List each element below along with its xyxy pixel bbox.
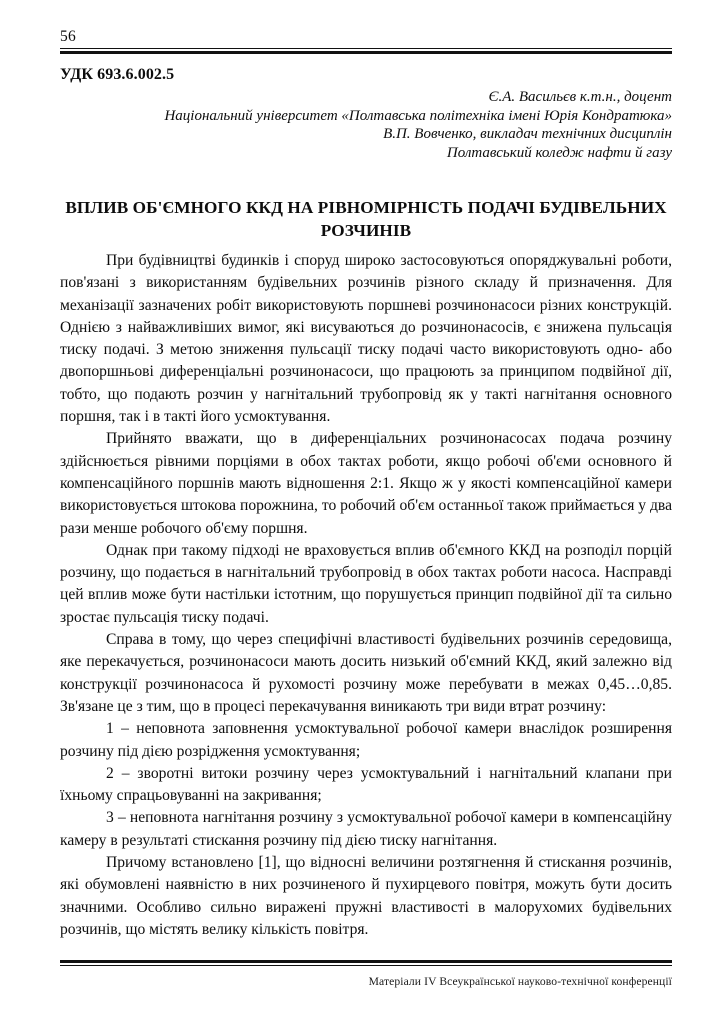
body-paragraph: При будівництві будинків і споруд широко застосовуються опоряджувальні роботи, пов'язані з використанням будівельних розчинів різного складу й призначення. Для механізації зазначених робіт використовують поршневі розчинонасоси різних конструкцій. Однією з найважливіших вимог, які висуваються до розчинонасосів, є знижена пульсація тиску подачі. З метою зниження пульсації тиску подачі часто використовують одно- або двопоршньові диференціальні розчинонасоси, що працюють за принципом подвійної дії, тобто, що подають розчин у нагнітальний трубопровід як у такті нагнітання основного поршня, так і в такті його усмоктування. xyxy=(60,252,672,426)
header-rule-thick xyxy=(60,51,672,54)
author-name-secondary: В.П. Вовченко, викладач технічних дисциплін xyxy=(383,126,672,143)
article-body xyxy=(60,250,672,941)
list-item: 1 – неповнота заповнення усмоктувальної робочої камери внаслідок розширення розчину під дією розрідження усмоктування; xyxy=(60,720,672,760)
list-item: 2 – зворотні витоки розчину через усмоктувальний і нагнітальний клапани при їхньому спрацьовуванні на закривання; xyxy=(60,764,672,805)
body-paragraph: Однак при такому підході не враховується вплив об'ємного ККД на розподіл порцій розчину, що подається в нагнітальний трубопровід в обох тактах роботи насоса. Насправді цей вплив може бути настільки істотним, що порушується принцип подвійної дії та сильно зростає пульсація тиску подачі. xyxy=(60,541,672,626)
footer-caption: Матеріали IV Всеукраїнської науково-технічної конференції xyxy=(368,975,672,988)
body-paragraph: Прийнято вважати, що в диференціальних розчинонасосах подача розчину здійснюється рівними порціями в обох тактах роботи, якщо робочі об'єми основного й компенсаційного поршнів мають відношення 2:1. Якщо ж у якості компенсаційної камери використовується штокова порожнина, то робочий об'єм останньої також приймається у два рази менше робочого об'єму поршня. xyxy=(60,430,672,537)
body-paragraph: Причому встановлено [1], що відносні величини розтягнення й стискання розчинів, які обумовлені наявністю в них розчиненого й пухирцевого повітря, можуть бути досить значними. Особливо сильно виражені пружні властивості в малорухомих будівельних розчинів, що містять велику кількість повітря. xyxy=(60,854,672,938)
list-item: 3 – неповнота нагнітання розчину з усмоктувальної робочої камери в компенсаційну камеру в результаті стискання розчину під дією тиску нагнітання. xyxy=(60,809,672,849)
page-header xyxy=(60,28,672,54)
body-paragraph: Справа в тому, що через специфічні властивості будівельних розчинів середовища, яке перекачується, розчинонасоси мають досить низький об'ємний ККД, який залежно від конструкції розчинонасоса й рухомості розчину може перебувати в межах 0,45…0,85. Зв'язане це з тим, що в процесі перекачування виникають три види втрат розчину: xyxy=(60,631,672,715)
affiliation-secondary: Полтавський коледж нафти й газу xyxy=(446,144,672,161)
author-block xyxy=(52,88,672,162)
author-name-primary: Є.А. Васильєв к.т.н., доцент xyxy=(488,89,672,105)
udc-code: УДК 693.6.002.5 xyxy=(60,66,175,83)
article-title: ВПЛИВ ОБ'ЄМНОГО ККД НА РІВНОМІРНІСТЬ ПОДАЧІ БУДІВЕЛЬНИХ РОЗЧИНІВ xyxy=(65,197,667,240)
page-number: 56 xyxy=(60,28,76,45)
affiliation-primary: Національний університет «Полтавська політехніка імені Юрія Кондратюка» xyxy=(164,107,672,124)
page-footer xyxy=(60,960,672,988)
